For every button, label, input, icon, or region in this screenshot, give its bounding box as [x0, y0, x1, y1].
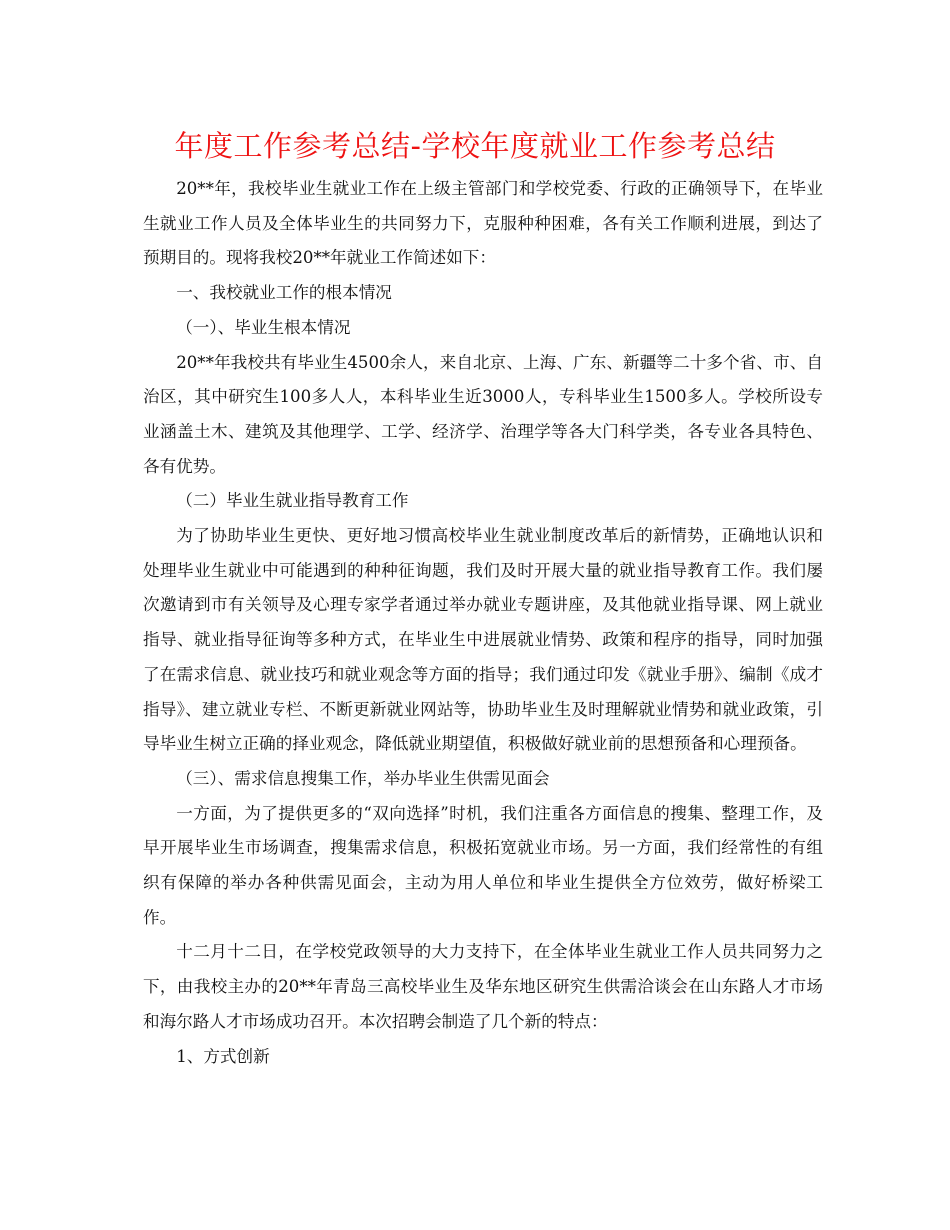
subsection-heading-1: （一）、毕业生根本情况: [176, 317, 351, 337]
document-body: [143, 172, 823, 1074]
paragraph-information: 一方面，为了提供更多的“双向选择”时机，我们注重各方面信息的搜集、整理工作，及早开展毕业生市场调查，搜集需求信息，积极拓宽就业市场。另一方面，我们经常性的有组织有保障的举办各种供需见面会，主动为用人单位和毕业生提供全方位效劳，做好桥梁工作。: [143, 803, 823, 927]
document-title: 年度工作参考总结-学校年度就业工作参考总结: [174, 129, 776, 163]
subsection-heading-2: （二）毕业生就业指导教育工作: [176, 491, 409, 511]
subsection-heading-3: （三）、需求信息搜集工作，举办毕业生供需见面会: [176, 768, 550, 788]
paragraph-graduates: 20**年我校共有毕业生4500余人，来自北京、上海、广东、新疆等二十多个省、市、自治区，其中研究生100多人人，本科毕业生近3000人，专科毕业生1500多人。学校所设专业涵盖土木、建筑及其他理学、工学、经济学、治理学等各大门科学类，各专业各具特色、各有优势。: [143, 352, 823, 476]
section-heading-1: 一、我校就业工作的根本情况: [176, 283, 392, 303]
list-item-heading: 1、方式创新: [176, 1046, 270, 1066]
paragraph-intro: 20**年，我校毕业生就业工作在上级主管部门和学校党委、行政的正确领导下，在毕业生就业工作人员及全体毕业生的共同努力下，克服种种困难，各有关工作顺利进展，到达了预期目的。现将我校20**年就业工作简述如下：: [143, 179, 823, 268]
paragraph-guidance: 为了协助毕业生更快、更好地习惯高校毕业生就业制度改革后的新情势，正确地认识和处理毕业生就业中可能遇到的种种征询题，我们及时开展大量的就业指导教育工作。我们屡次邀请到市有关领导及心理专家学者通过举办就业专题讲座，及其他就业指导课、网上就业指导、就业指导征询等多种方式，在毕业生中进展就业情势、政策和程序的指导，同时加强了在需求信息、就业技巧和就业观念等方面的指导；我们通过印发《就业手册》、编制《成才指导》、建立就业专栏、不断更新就业网站等，协助毕业生及时理解就业情势和就业政策，引导毕业生树立正确的择业观念，降低就业期望值，积极做好就业前的思想预备和心理预备。: [143, 526, 823, 754]
paragraph-job-fair: 十二月十二日，在学校党政领导的大力支持下，在全体毕业生就业工作人员共同努力之下，由我校主办的20**年青岛三高校毕业生及华东地区研究生供需洽谈会在山东路人才市场和海尔路人才市场成功召开。本次招聘会制造了几个新的特点：: [143, 942, 823, 1031]
